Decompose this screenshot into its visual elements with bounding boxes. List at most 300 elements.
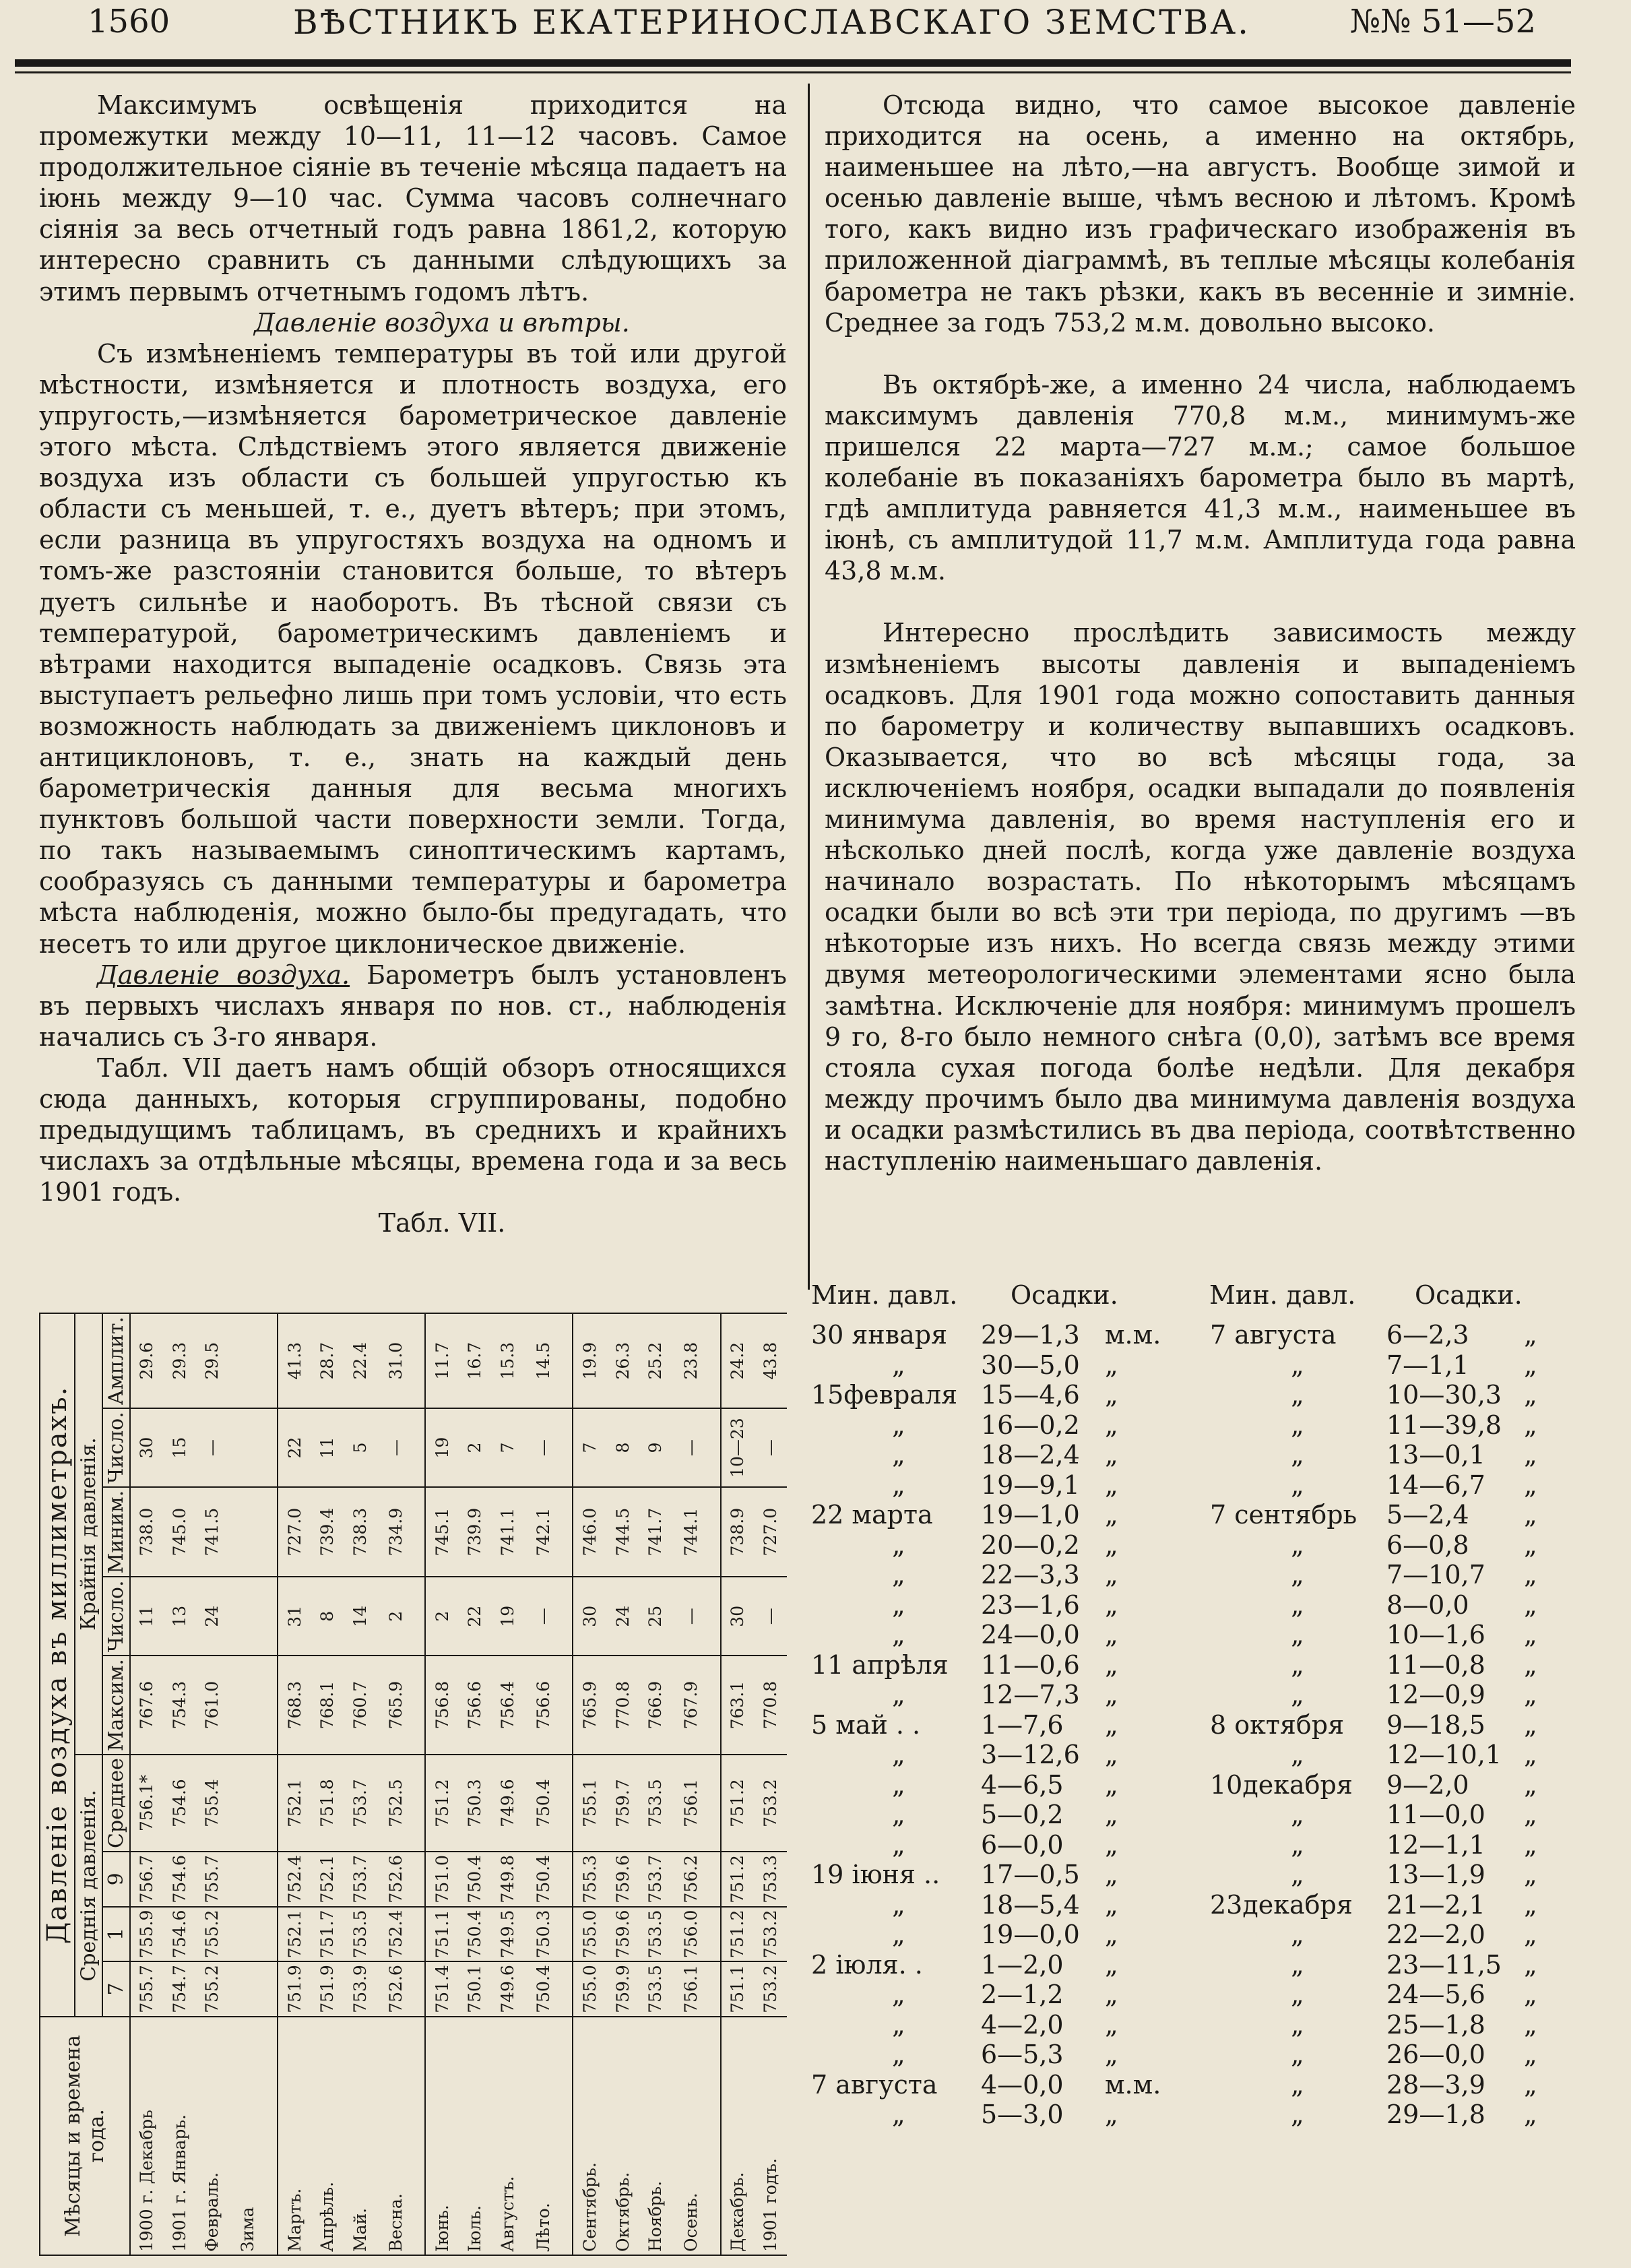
list-value: 18—5,4 [981,1889,1080,1920]
list-unit: „ [1524,2100,1537,2129]
value-cell: 759.6 [606,1852,639,1907]
value-cell: 22.4 [344,1313,376,1408]
value-cell: 8 [311,1577,344,1656]
list-header-min-pressure: Мин. давл. [1209,1280,1356,1310]
value-cell: 765.9 [377,1656,426,1755]
value-cell: 753.2 [755,1907,787,1962]
value-cell: 2 [377,1577,426,1656]
list-unit: „ [1105,1829,1118,1860]
value-cell: 744.5 [606,1487,639,1577]
value-cell: 43.8 [755,1313,787,1408]
table-row [130,1313,164,2255]
value-cell: 30 [130,1408,164,1487]
list-date: 10декабря [1210,1769,1353,1800]
value-cell: 753.3 [755,1852,787,1907]
value-cell: 734.9 [377,1487,426,1577]
value-cell: 24.2 [721,1313,755,1408]
pressure-table [39,1313,787,2256]
value-cell: 738.9 [721,1487,755,1577]
issue-number: №№ 51—52 [1349,3,1536,40]
table-row [164,1313,196,2255]
value-cell [229,1755,278,1852]
list-date: „ [892,1680,905,1709]
list-unit: „ [1524,1620,1537,1649]
list-date: „ [1291,1920,1304,1949]
value-cell: 754.3 [164,1656,196,1755]
value-cell: 754.6 [164,1907,196,1962]
list-value: 4—0,0 [981,2069,1064,2100]
list-date: „ [1291,2009,1304,2040]
list-date: „ [892,2040,905,2069]
list-value: 11—0,8 [1386,1649,1485,1680]
value-cell: 752.4 [278,1852,311,1907]
col-7-header: 7 [102,1961,130,2017]
list-unit: „ [1524,2040,1537,2069]
list-date: „ [892,2009,905,2040]
value-cell: 11.7 [425,1313,459,1408]
value-cell: 739.4 [311,1487,344,1577]
value-cell: 765.9 [573,1656,606,1755]
list-unit: „ [1105,1649,1118,1680]
value-cell: 756.8 [425,1656,459,1755]
list-value: 17—0,5 [981,1860,1080,1889]
list-unit: „ [1524,1320,1537,1350]
table-row [344,1313,376,2255]
table-row [377,1313,426,2255]
list-value: 12—10,1 [1386,1740,1502,1769]
value-cell: 759.9 [606,1961,639,2017]
value-cell: 753.7 [344,1852,376,1907]
col-average-header: Среднее [102,1755,130,1852]
list-unit: „ [1105,1949,1118,1980]
list-date: „ [1291,1410,1304,1440]
list-header-precipitation: Осадки. [1415,1280,1523,1310]
value-cell: 751.2 [721,1755,755,1852]
list-value: 23—11,5 [1386,1949,1502,1980]
month-cell: Зима [229,2017,278,2255]
list-unit: „ [1524,1470,1537,1500]
list-unit: „ [1105,1350,1118,1380]
value-cell: 761.0 [196,1656,228,1755]
list-value: 6—0,8 [1386,1530,1469,1560]
list-unit: „ [1105,1440,1118,1470]
value-cell: 727.0 [755,1487,787,1577]
value-cell: 29.6 [130,1313,164,1408]
value-cell: 752.6 [377,1961,426,2017]
value-cell: 24 [606,1577,639,1656]
value-cell: 30 [573,1577,606,1656]
list-value: 5—2,4 [1386,1500,1469,1530]
list-unit: „ [1105,1530,1118,1560]
value-cell [229,1852,278,1907]
value-cell: 756.1 [672,1755,721,1852]
list-date: „ [1291,1740,1304,1769]
value-cell: 2 [459,1408,491,1487]
table-row [229,1313,278,2255]
value-cell: 767.6 [130,1656,164,1755]
list-value: 4—2,0 [981,2009,1064,2040]
list-date: „ [1291,1680,1304,1709]
value-cell: 763.1 [721,1656,755,1755]
left-column [39,90,787,1238]
list-value: 11—0,6 [981,1649,1080,1680]
month-cell: Апрѣль. [311,2017,344,2255]
value-cell: 755.9 [130,1907,164,1962]
list-unit: „ [1105,1589,1118,1620]
value-cell [229,1656,278,1755]
value-cell [229,1907,278,1962]
list-unit: „ [1524,1410,1537,1440]
paragraph: Отсюда видно, что самое высокое давленіе приходится на осень, а именно на октябрь, наименьшее на лѣто,—на августъ. Вообще зимой и осенью давленіе выше, чѣмъ весною и лѣтомъ. Кромѣ того, какъ видно изъ графическаго изображенія въ приложенной діаграммѣ, въ теплые мѣсяцы колебанія барометра не такъ рѣзки, какъ въ весенніе и зимніе. Среднее за годъ 753,2 м.м. довольно высоко. [825,90,1576,338]
value-cell: 760.7 [344,1656,376,1755]
list-unit: „ [1105,1380,1118,1410]
value-cell: 29.3 [164,1313,196,1408]
list-value: 9—2,0 [1386,1769,1469,1800]
table-row [311,1313,344,2255]
value-cell: 746.0 [573,1487,606,1577]
list-value: 10—1,6 [1386,1620,1485,1649]
value-cell: 22 [278,1408,311,1487]
list-value: 15—4,6 [981,1380,1080,1410]
value-cell [229,1961,278,2017]
right-column [825,90,1576,1176]
list-date: „ [1291,1949,1304,1980]
col-1-header: 1 [102,1907,130,1962]
list-value: 13—0,1 [1386,1440,1485,1470]
list-value: 11—0,0 [1386,1800,1485,1829]
list-unit: „ [1105,1980,1118,2009]
paragraph-text: Барометръ былъ установленъ въ первыхъ числахъ января по нов. ст., наблюденія начались съ 3-го января. [39,959,787,1052]
value-cell: 754.6 [164,1755,196,1852]
value-cell: 753.5 [344,1907,376,1962]
value-cell: 750.4 [524,1755,573,1852]
list-unit: „ [1105,1920,1118,1949]
value-cell: 751.2 [721,1852,755,1907]
value-cell: 750.4 [524,1961,573,2017]
list-unit: м.м. [1105,2069,1161,2100]
value-cell: 10—23 [721,1408,755,1487]
list-date: „ [892,2100,905,2129]
list-value: 7—10,7 [1386,1560,1485,1589]
list-value: 12—0,9 [1386,1680,1485,1709]
value-cell: 751.2 [721,1907,755,1962]
list-unit: м.м. [1105,1320,1161,1350]
list-date: „ [892,1589,905,1620]
value-cell: 753.2 [755,1961,787,2017]
value-cell: 756.7 [130,1852,164,1907]
list-unit: „ [1524,1949,1537,1980]
list-value: 29—1,3 [981,1320,1080,1350]
month-cell: Февраль. [196,2017,228,2255]
value-cell: 753.9 [344,1961,376,2017]
value-cell: 11 [130,1577,164,1656]
list-date: „ [1291,1530,1304,1560]
value-cell: 751.4 [425,1961,459,2017]
month-cell: Сентябрь. [573,2017,606,2255]
list-value: 22—2,0 [1386,1920,1485,1949]
list-value: 5—0,2 [981,1800,1064,1829]
list-unit: „ [1524,1889,1537,1920]
value-cell: 756.1* [130,1755,164,1852]
list-date: „ [1291,1649,1304,1680]
paragraph: Максимумъ освѣщенія приходится на промежутки между 10—11, 11—12 часовъ. Самое продолжительное сіяніе въ теченіе мѣсяца падаетъ на іюнь между 9—10 час. Сумма часовъ солнечнаго сіянія за весь отчетный годъ равна 1861,2, которую интересно сравнить съ данными слѣдующихъ за этимъ первымъ отчетнымъ годомъ лѣтъ. [39,90,787,307]
inline-heading: Давленіе воздуха. [97,959,350,990]
value-cell: 756.6 [524,1656,573,1755]
list-header-precipitation: Осадки. [1011,1280,1118,1310]
value-cell: 750.3 [459,1755,491,1852]
value-cell: 755.2 [196,1961,228,2017]
list-unit: „ [1105,1769,1118,1800]
table-row [492,1313,524,2255]
value-cell: 756.2 [672,1852,721,1907]
value-cell: 9 [639,1408,672,1487]
list-date: 5 май . . [811,1709,921,1740]
value-cell [229,1577,278,1656]
table-row [672,1313,721,2255]
list-date: 15февраля [811,1380,958,1410]
list-date: 7 сентябрь [1210,1500,1357,1530]
list-value: 6—0,0 [981,1829,1064,1860]
list-value: 11—39,8 [1386,1410,1502,1440]
list-unit: „ [1524,1560,1537,1589]
value-cell: 7 [573,1408,606,1487]
list-value: 12—1,1 [1386,1829,1485,1860]
value-cell: 749.6 [492,1755,524,1852]
value-cell: 26.3 [606,1313,639,1408]
list-unit: „ [1524,1740,1537,1769]
table-row [639,1313,672,2255]
value-cell: 755.3 [573,1852,606,1907]
value-cell [229,1487,278,1577]
table-vii-container [39,1313,787,2256]
list-date: „ [1291,1800,1304,1829]
month-cell: Ноябрь. [639,2017,672,2255]
list-value: 12—7,3 [981,1680,1080,1709]
value-cell: 749.5 [492,1907,524,1962]
list-unit: „ [1105,2100,1118,2129]
value-cell: 753.5 [639,1907,672,1962]
list-value: 3—12,6 [981,1740,1080,1769]
list-date: 2 іюля. . [811,1949,923,1980]
month-cell: Май. [344,2017,376,2255]
month-cell: Августъ. [492,2017,524,2255]
list-value: 24—5,6 [1386,1980,1485,2009]
value-cell: 19 [492,1577,524,1656]
month-cell: Лѣто. [524,2017,573,2255]
value-cell: 745.1 [425,1487,459,1577]
list-date: „ [1291,1380,1304,1410]
value-cell: 752.4 [377,1907,426,1962]
value-cell: 751.2 [425,1755,459,1852]
list-date: 19 іюня .. [811,1860,940,1889]
value-cell: 756.0 [672,1907,721,1962]
list-unit: „ [1524,1380,1537,1410]
list-date: „ [892,1800,905,1829]
list-date: „ [892,1620,905,1649]
value-cell: 15 [164,1408,196,1487]
paragraph: Съ измѣненіемъ температуры въ той или другой мѣстности, измѣняется и плотность воздуха, его упругость,—измѣняется барометрическое давленіе этого мѣста. Слѣдствіемъ этого является движеніе воздуха изъ области съ большей упругостью къ области съ меньшей, т. е., дуетъ вѣтеръ; при этомъ, если разница въ упругостяхъ воздуха на одномъ и томъ-же разстояніи становится больше, то вѣтеръ дуетъ сильнѣе и наоборотъ. Въ тѣсной связи съ температурой, барометрическимъ давленіемъ и вѣтрами находится выпаденіе осадковъ. Связь эта выступаетъ рельефно лишь при томъ условіи, что есть возможность наблюдать за движеніемъ циклоновъ и антициклоновъ, т. е., знать на каждый день барометрическія данныя для весьма многихъ пунктовъ большой части поверхности земли. Тогда, по такъ называемымъ синоптическимъ картамъ, сообразуясь съ данными температуры и барометра мѣста наблюденія, можно было-бы предугадать, что несетъ то или другое циклоническое движеніе. [39,338,787,959]
col-9-header: 9 [102,1852,130,1907]
value-cell: 755.0 [573,1961,606,2017]
list-date: 8 октября [1210,1709,1345,1740]
value-cell: — [672,1577,721,1656]
value-cell: 744.1 [672,1487,721,1577]
list-date: 11 апрѣля [811,1649,949,1680]
list-value: 23—1,6 [981,1589,1080,1620]
month-cell: Мартъ. [278,2017,311,2255]
value-cell: 753.7 [639,1852,672,1907]
table-title: Давленіе воздуха въ миллиметрахъ. [40,1313,75,2017]
table-row [573,1313,606,2255]
value-cell: 5 [344,1408,376,1487]
value-cell: 753.2 [755,1755,787,1852]
list-value: 25—1,8 [1386,2009,1485,2040]
value-cell: 753.5 [639,1961,672,2017]
month-cell: 1901 годъ. [755,2017,787,2255]
list-unit: „ [1524,1980,1537,2009]
value-cell: 8 [606,1408,639,1487]
paragraph: Въ октябрѣ-же, а именно 24 числа, наблюдаемъ максимумъ давленія 770,8 м.м., минимумъ-же пришелся 22 марта—727 м.м.; самое большое колебаніе въ показаніяхъ барометра было въ мартѣ, гдѣ амплитуда равняется 41,3 м.м., наименьшее въ іюнѣ, съ амплитудой 11,7 м.м. Амплитуда года равна 43,8 м.м. [825,369,1576,586]
value-cell: 756.6 [459,1656,491,1755]
value-cell: 751.7 [311,1907,344,1962]
value-cell: 750.4 [459,1907,491,1962]
table-row [196,1313,228,2255]
list-date: „ [892,1440,905,1470]
value-cell: 770.8 [606,1656,639,1755]
col-max-header: Максим. [102,1656,130,1755]
value-cell: 755.0 [573,1907,606,1962]
value-cell: 766.9 [639,1656,672,1755]
value-cell: 28.7 [311,1313,344,1408]
value-cell: 752.5 [377,1755,426,1852]
value-cell: 22 [459,1577,491,1656]
month-cell: 1901 г. Январь. [164,2017,196,2255]
value-cell: 750.4 [459,1852,491,1907]
value-cell: 752.6 [377,1852,426,1907]
list-unit: „ [1524,1860,1537,1889]
value-cell: — [377,1408,426,1487]
value-cell: 770.8 [755,1656,787,1755]
list-unit: „ [1105,2040,1118,2069]
list-unit: „ [1524,1709,1537,1740]
list-unit: „ [1524,1440,1537,1470]
list-date: „ [1291,1440,1304,1470]
list-value: 1—2,0 [981,1949,1064,1980]
value-cell: 745.0 [164,1487,196,1577]
value-cell: 750.1 [459,1961,491,2017]
value-cell: 749.8 [492,1852,524,1907]
list-date: „ [892,1829,905,1860]
list-date: „ [1291,1470,1304,1500]
value-cell: 768.1 [311,1656,344,1755]
header-rule-thick [15,59,1571,67]
list-value: 10—30,3 [1386,1380,1502,1410]
list-value: 20—0,2 [981,1530,1080,1560]
value-cell: 759.7 [606,1755,639,1852]
value-cell: — [672,1408,721,1487]
value-cell: 768.3 [278,1656,311,1755]
list-value: 24—0,0 [981,1620,1080,1649]
list-date: „ [892,1560,905,1589]
table-row [606,1313,639,2255]
list-value: 29—1,8 [1386,2100,1485,2129]
col-min-header: Миним. [102,1487,130,1577]
list-value: 6—2,3 [1386,1320,1469,1350]
header-rule-thin [15,71,1571,73]
value-cell: 29.5 [196,1313,228,1408]
value-cell: 755.1 [573,1755,606,1852]
list-header-min-pressure: Мин. давл. [811,1280,958,1310]
value-cell: 741.1 [492,1487,524,1577]
column-divider [808,84,810,1290]
value-cell: 751.1 [721,1961,755,2017]
list-value: 16—0,2 [981,1410,1080,1440]
list-value: 7—1,1 [1386,1350,1469,1380]
value-cell: 749.6 [492,1961,524,2017]
list-date: „ [1291,1980,1304,2009]
value-cell: 2 [425,1577,459,1656]
list-unit: „ [1524,1680,1537,1709]
list-unit: „ [1524,1649,1537,1680]
value-cell: — [755,1408,787,1487]
list-date: 22 марта [811,1500,933,1530]
value-cell: 738.0 [130,1487,164,1577]
list-date: „ [1291,1589,1304,1620]
list-unit: „ [1524,1920,1537,1949]
paragraph: Табл. VII даетъ намъ общій обзоръ относящихся сюда данныхъ, которыя сгруппированы, подобно предыдущимъ таблицамъ, въ среднихъ и крайнихъ числахъ за отдѣльные мѣсяцы, времена года и за весь 1901 годъ. [39,1052,787,1207]
list-unit: „ [1524,1829,1537,1860]
section-subheading: Давленіе воздуха и вѣтры. [254,307,630,338]
value-cell: 25.2 [639,1313,672,1408]
list-date: „ [892,1889,905,1920]
col-month-header: Мѣсяцы и времена года. [40,2017,130,2255]
list-value: 19—9,1 [981,1470,1080,1500]
value-cell: 750.3 [524,1907,573,1962]
list-unit: „ [1105,1740,1118,1769]
value-cell: 15.3 [492,1313,524,1408]
list-date: 30 января [811,1320,948,1350]
col-ampl-header: Амплит. [102,1313,130,1408]
value-cell: 756.1 [672,1961,721,2017]
value-cell: 751.9 [278,1961,311,2017]
list-date: „ [1291,1860,1304,1889]
value-cell: 755.7 [130,1961,164,2017]
value-cell: 741.5 [196,1487,228,1577]
value-cell: 23.8 [672,1313,721,1408]
value-cell: 30 [721,1577,755,1656]
list-date: „ [1291,1350,1304,1380]
col-minday-header: Число. [102,1408,130,1487]
value-cell: 13 [164,1577,196,1656]
list-unit: „ [1105,1680,1118,1709]
value-cell: 751.8 [311,1755,344,1852]
list-value: 22—3,3 [981,1560,1080,1589]
list-date: 7 августа [1210,1320,1337,1350]
list-unit: „ [1524,1589,1537,1620]
value-cell: 751.9 [311,1961,344,2017]
list-value: 26—0,0 [1386,2040,1485,2069]
value-cell: — [196,1408,228,1487]
value-cell: — [524,1408,573,1487]
list-date: „ [892,1740,905,1769]
list-date: „ [1291,2069,1304,2100]
month-cell: Декабрь. [721,2017,755,2255]
value-cell: 7 [492,1408,524,1487]
list-value: 6—5,3 [981,2040,1064,2069]
list-value: 30—5,0 [981,1350,1080,1380]
list-unit: „ [1105,1800,1118,1829]
month-cell: Октябрь. [606,2017,639,2255]
